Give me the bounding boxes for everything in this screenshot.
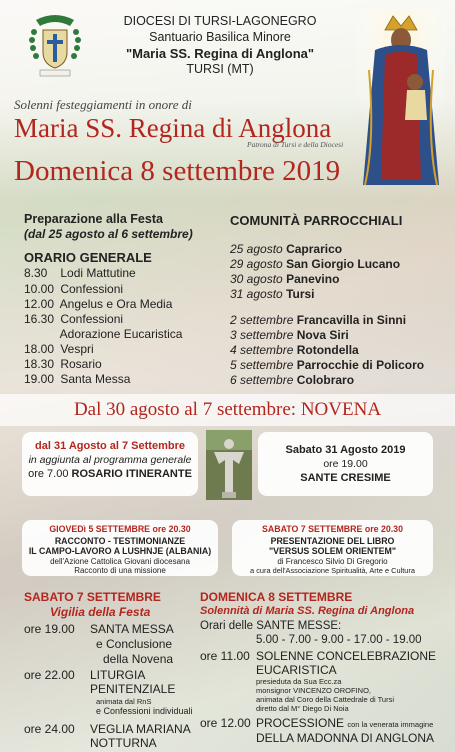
concelebrazione-b: EUCARISTICA (256, 663, 337, 677)
basilica-line: "Maria SS. Regina di Anglona" (125, 46, 315, 61)
domenica-time-1: ore 11.00 (200, 649, 250, 663)
domenica-sub: Solennità di Maria SS. Regina di Anglona (200, 605, 415, 617)
schedule-item: 10.00 Confessioni (24, 282, 124, 296)
schedule-item: Adorazione Eucaristica (59, 327, 183, 341)
parish-item: 6 settembre Colobraro (230, 373, 355, 387)
date-title: Domenica 8 settembre 2019 (14, 155, 341, 187)
madonna-statue-image (355, 10, 447, 190)
novena-text: Dal 30 agosto al 7 settembre: NOVENA (73, 399, 382, 420)
sabato-note-2a: animata dal RnS (96, 697, 152, 706)
processione-b: DELLA MADONNA DI ANGLONA (256, 731, 435, 745)
event-left-subtitle: IL CAMPO-LAVORO A LUSHNJE (ALBANIA) (28, 546, 212, 556)
intro-line: Solenni festeggiamenti in onore di (14, 97, 192, 112)
rosario-line: ore 7.00 ROSARIO ITINERANTE (28, 468, 192, 480)
parish-item: 3 settembre Nova Siri (230, 328, 349, 342)
domenica-time-2: ore 12.00 (200, 716, 251, 730)
prep-dates: (dal 25 agosto al 6 settembre) (24, 227, 193, 241)
event-left-title: RACCONTO - TESTIMONIANZE (54, 536, 186, 546)
celebrant-note-1: presieduta da Sua Ecc.za (256, 677, 342, 686)
schedule-item: 18.00 Vespri (24, 342, 94, 356)
event-right-author: di Francesco Silvio Di Gregorio (277, 557, 388, 566)
orari-values: 5.00 - 7.00 - 9.00 - 17.00 - 19.00 (256, 634, 422, 646)
sabato-item-1c: della Novena (103, 652, 174, 666)
event-right-title: PRESENTAZIONE DEL LIBRO (270, 536, 395, 546)
orario-heading: ORARIO GENERALE (24, 250, 152, 265)
rosario-note: in aggiunta al programma generale (28, 454, 192, 466)
cresime-date: Sabato 31 Agosto 2019 (285, 444, 406, 456)
sabato-item-3a: VEGLIA MARIANA (90, 722, 191, 736)
concelebrazione-a: SOLENNE CONCELEBRAZIONE (256, 649, 437, 663)
event-right-head: SABATO 7 SETTEMBRE ore 20.30 (262, 524, 403, 534)
domenica-head: DOMENICA 8 SETTEMBRE (200, 590, 353, 604)
main-title: Maria SS. Regina di Anglona (14, 113, 332, 143)
event-libro (232, 520, 433, 576)
schedule-item: 19.00 Santa Messa (24, 372, 131, 386)
sabato-note-2b: e Confessioni individuali (96, 706, 193, 716)
rosario-box (22, 432, 198, 496)
event-right-book: "VERSUS SOLEM ORIENTEM" (268, 546, 397, 556)
schedule-item: 18.30 Rosario (24, 357, 102, 371)
sanctuary-line: Santuario Basilica Minore (149, 30, 291, 44)
event-left-org: dell'Azione Cattolica Giovani diocesana (50, 557, 190, 566)
sabato-time-1: ore 19.00 (24, 622, 75, 636)
novena-banner (0, 394, 455, 426)
rosario-dates: dal 31 Agosto al 7 Settembre (35, 440, 185, 452)
sabato-time-3: ore 24.00 (24, 722, 75, 736)
schedule-item: 12.00 Angelus e Ora Media (24, 297, 173, 311)
celebrant-note-4: diretto dal M° Diego Di Noia (256, 704, 349, 713)
statue-photo (206, 430, 252, 500)
cresime-time: ore 19.00 (323, 458, 368, 470)
bishop-coat-of-arms-icon (26, 12, 84, 78)
celebrant-note-2: monsignor VINCENZO OROFINO, (256, 686, 372, 695)
schedule-item: 8.30 Lodi Mattutine (24, 266, 136, 280)
prep-title: Preparazione alla Festa (24, 212, 163, 226)
parish-item: 2 settembre Francavilla in Sinni (230, 313, 407, 327)
celebrant-note-3: animata dal Coro della Cattedrale di Tursi (256, 695, 394, 704)
parish-item: 25 agosto Capraric​o (230, 242, 343, 256)
event-right-org: a cura dell'Associazione Spiritualità, Arte e Cultura (250, 566, 415, 575)
event-left-head: GIOVEDì 5 SETTEMBRE ore 20.30 (49, 524, 191, 534)
patrona-line: Patrona di Tursi e della Diocesi (247, 140, 344, 149)
sabato-item-2b: PENITENZIALE (90, 682, 176, 696)
event-testimonianze (22, 520, 218, 576)
orari-label: Orari delle SANTE MESSE: (200, 620, 342, 632)
sabato-head: SABATO 7 SETTEMBRE (24, 590, 161, 604)
parish-item: 4 settembre Rotondella (230, 343, 359, 357)
parish-item: 29 agosto San Giorgio Lucano (230, 257, 401, 271)
sabato-time-2: ore 22.00 (24, 668, 75, 682)
cresime-title: SANTE CRESIME (300, 472, 391, 484)
parish-item: 31 agosto Tursi (230, 287, 315, 301)
schedule-item: 16.30 Confessioni (24, 312, 124, 326)
sabato-item-2a: LITURGIA (90, 668, 146, 682)
town-line: TURSI (MT) (186, 62, 254, 76)
comunita-heading: COMUNITÀ PARROCCHIALI (230, 213, 403, 228)
diocese-line: DIOCESI DI TURSI-LAGONEGRO (123, 14, 317, 28)
sabato-item-1a: SANTA MESSA (90, 622, 174, 636)
sabato-sub: Vigilia della Festa (50, 605, 151, 619)
parish-item: 5 settembre Parrocchie di Policoro (230, 358, 425, 372)
parish-item: 30 agosto Panevino (230, 272, 340, 286)
sabato-item-3b: NOTTURNA (90, 736, 157, 750)
processione-line: PROCESSIONE con la venerata immagine (256, 716, 434, 730)
sabato-item-1b: e Conclusione (96, 637, 173, 651)
cresime-box (258, 432, 433, 496)
event-left-note: Racconto di una missione (74, 566, 166, 575)
